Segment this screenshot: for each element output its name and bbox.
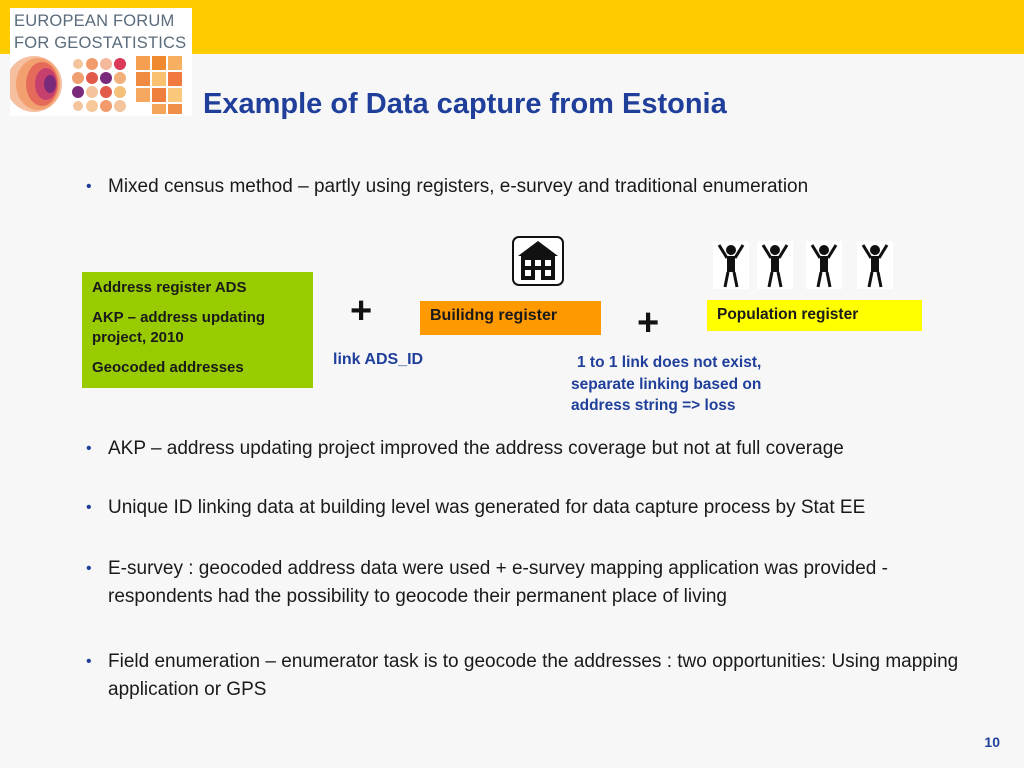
bullet-icon: • xyxy=(86,499,92,516)
bullet-item xyxy=(86,648,986,704)
page-number: 10 xyxy=(984,734,1000,750)
bullet-icon: • xyxy=(86,560,92,577)
address-register-box xyxy=(82,272,313,388)
bullet-text: Mixed census method – partly using registers, e-survey and traditional enumeration xyxy=(108,176,809,197)
link-label: link ADS_ID xyxy=(333,351,424,368)
person-icon xyxy=(757,241,793,289)
note-line: 1 to 1 link does not exist, xyxy=(577,354,762,371)
logo-graphic xyxy=(10,54,192,116)
house-icon xyxy=(512,236,564,286)
building-register-box: Builidng register xyxy=(420,301,601,335)
ads-line: AKP – address updating project, 2010 xyxy=(92,309,266,346)
bullet-text: AKP – address updating project improved the address coverage but not at full coverage xyxy=(108,438,844,459)
population-register-box: Population register xyxy=(707,300,922,331)
bullet-item xyxy=(86,555,986,611)
bullet-text: Field enumeration – enumerator task is to geocode the addresses : two opportunities: Using mapping application or GPS xyxy=(108,651,959,700)
bullet-icon: • xyxy=(86,178,92,195)
person-icon xyxy=(713,241,749,289)
page-title: Example of Data capture from Estonia xyxy=(203,88,727,120)
ads-line: Geocoded addresses xyxy=(92,359,244,376)
plus-sign: + xyxy=(350,290,373,332)
bullet-item xyxy=(86,435,986,463)
bullet-text: E-survey : geocoded address data were used + e-survey mapping application was provided - respondents had the possibility to geocode their permanent place of living xyxy=(108,558,888,607)
person-icon xyxy=(806,241,842,289)
person-icon xyxy=(857,241,893,289)
logo-line-2: FOR GEOSTATISTICS xyxy=(14,34,187,52)
bullet-text: Unique ID linking data at building level was generated for data capture process by Stat EE xyxy=(108,497,866,518)
ads-line: Address register ADS xyxy=(92,279,247,296)
bullet-item xyxy=(86,173,986,201)
note-line: address string => loss xyxy=(571,397,736,414)
forum-logo xyxy=(10,8,192,116)
linking-note xyxy=(571,352,831,417)
bullet-icon: • xyxy=(86,440,92,457)
plus-sign: + xyxy=(637,302,660,344)
bullet-icon: • xyxy=(86,653,92,670)
note-line: separate linking based on xyxy=(571,375,762,393)
logo-line-1: EUROPEAN FORUM xyxy=(14,12,175,30)
logo-text xyxy=(14,10,190,54)
bullet-item xyxy=(86,494,986,522)
